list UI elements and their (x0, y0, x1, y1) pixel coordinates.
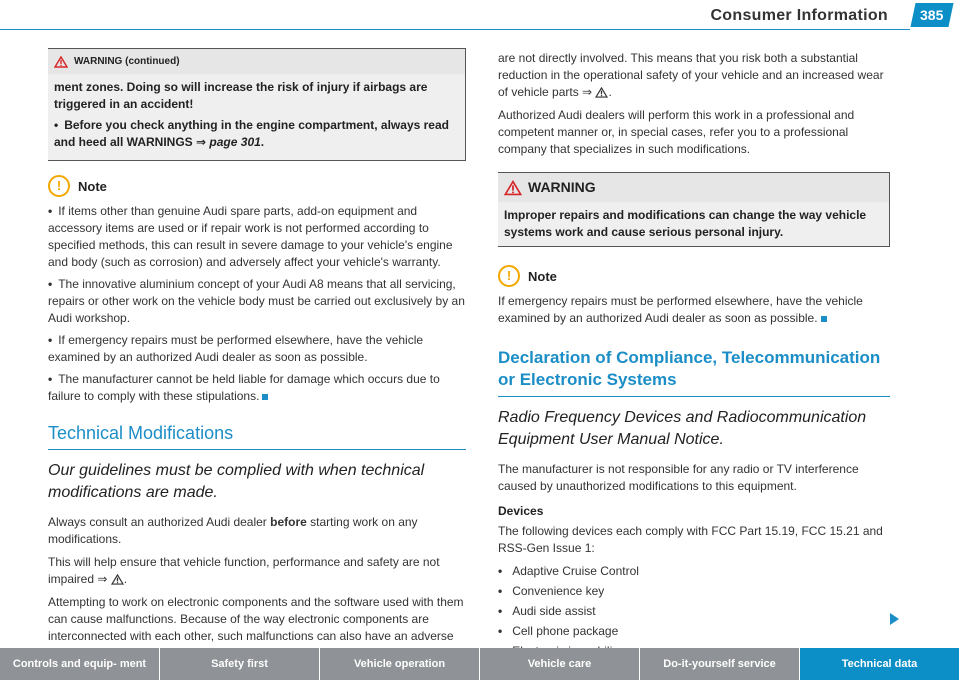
tech-mod-para-2: This will help ensure that vehicle function, performance and safety are not impaired ⇒ . (48, 555, 440, 586)
header-rule (0, 29, 910, 30)
devices-heading: Devices (498, 504, 544, 518)
list-item: • Audi side assist (498, 604, 596, 618)
warning-triangle-icon (504, 180, 522, 196)
declaration-para-1: The manufacturer is not responsible for any radio or TV interference caused by unauthorized modifications to this equipment. (498, 462, 859, 493)
warning-para-1: ment zones. Doing so will increase the risk of injury if airbags are triggered in an accident! (54, 80, 428, 111)
left-column (48, 48, 466, 668)
tech-mod-para-3: Attempting to work on electronic components and the software used with them can cause malfunctions. Because of the way electronic components are interconnected with each other, such malfunctions can also have an adverse (48, 595, 464, 643)
page-header (0, 0, 960, 30)
note-heading: ! Note (498, 265, 890, 287)
next-page-arrow-icon[interactable] (890, 613, 899, 625)
note-bullet-2: • The innovative aluminium concept of your Audi A8 means that all servicing, repairs or other work on the vehicle body must be carried out exclusively by an Audi workshop. (48, 277, 465, 325)
tech-mod-heading: Technical Modifications (48, 422, 466, 450)
tab-vehicle-operation[interactable]: Vehicle operation (320, 648, 480, 680)
tab-controls-and-equipment[interactable]: Controls and equip- ment (0, 648, 160, 680)
list-item: • Cell phone package (498, 624, 619, 638)
declaration-heading: Declaration of Compliance, Telecommunication or Electronic Systems (498, 347, 890, 397)
note-heading: ! Note (48, 175, 466, 197)
page-number: 385 (910, 3, 953, 27)
warning-triangle-icon (111, 574, 124, 585)
tech-mod-subtitle: Our guidelines must be complied with when technical modifications are made. (48, 462, 425, 501)
warning-continued-body (48, 74, 465, 160)
note-bullet-4: • The manufacturer cannot be held liable for damage which occurs due to failure to comply with these stipulations. (48, 372, 440, 403)
warning-triangle-icon (595, 87, 608, 98)
note-exclamation-icon: ! (498, 265, 520, 287)
warning-para-2: • Before you check anything in the engine compartment, always read and heed all WARNINGS ⇒ page 301. (54, 118, 449, 149)
right-column (498, 50, 890, 663)
list-item: • Adaptive Cruise Control (498, 564, 639, 578)
list-item: • Convenience key (498, 584, 605, 598)
declaration-subtitle: Radio Frequency Devices and Radiocommunication Equipment User Manual Notice. (498, 409, 867, 448)
warning-head: WARNING (498, 173, 889, 202)
warning-box (498, 172, 890, 247)
note-bullet-1: • If items other than genuine Audi spare parts, add-on equipment and accessory items are used or if repair work is not performed according to specified methods, this can result in severe damage to your vehicle's engine and body (such as corrosion) and adversely affect your vehicle's warranty. (48, 204, 453, 269)
right-para-2: Authorized Audi dealers will perform this work in a professional and competent manner or, in special cases, refer you to a professional company that specializes in such modifications. (498, 108, 855, 156)
note-bullet-3: • If emergency repairs must be performed elsewhere, have the vehicle examined by an authorized Audi dealer as soon as possible. (48, 333, 424, 364)
warning-body: Improper repairs and modifications can change the way vehicle systems work and cause serious personal injury. (498, 202, 889, 246)
end-mark-icon (262, 394, 268, 400)
end-mark-icon (821, 316, 827, 322)
chapter-nav (0, 648, 960, 680)
page-reference-link[interactable]: page 301 (209, 135, 261, 149)
tech-mod-para-1: Always consult an authorized Audi dealer before starting work on any modifications. (48, 515, 418, 546)
tab-vehicle-care[interactable]: Vehicle care (480, 648, 640, 680)
tab-safety-first[interactable]: Safety first (160, 648, 320, 680)
warning-continued-head: WARNING (continued) (48, 49, 465, 74)
tab-technical-data[interactable]: Technical data (800, 648, 960, 680)
devices-intro: The following devices each comply with FCC Part 15.19, FCC 15.21 and RSS-Gen Issue 1: (498, 524, 883, 555)
section-title: Consumer Information (710, 7, 888, 24)
right-para-1: are not directly involved. This means that you risk both a substantial reduction in the operational safety of your vehicle and an increased wear of vehicle parts ⇒ . (498, 51, 884, 99)
note-exclamation-icon: ! (48, 175, 70, 197)
note-text: If emergency repairs must be performed elsewhere, have the vehicle examined by an authorized Audi dealer as soon as possible. (498, 294, 863, 325)
warning-triangle-icon (54, 56, 68, 68)
tab-do-it-yourself-service[interactable]: Do-it-yourself service (640, 648, 800, 680)
warning-continued-box (48, 48, 466, 161)
